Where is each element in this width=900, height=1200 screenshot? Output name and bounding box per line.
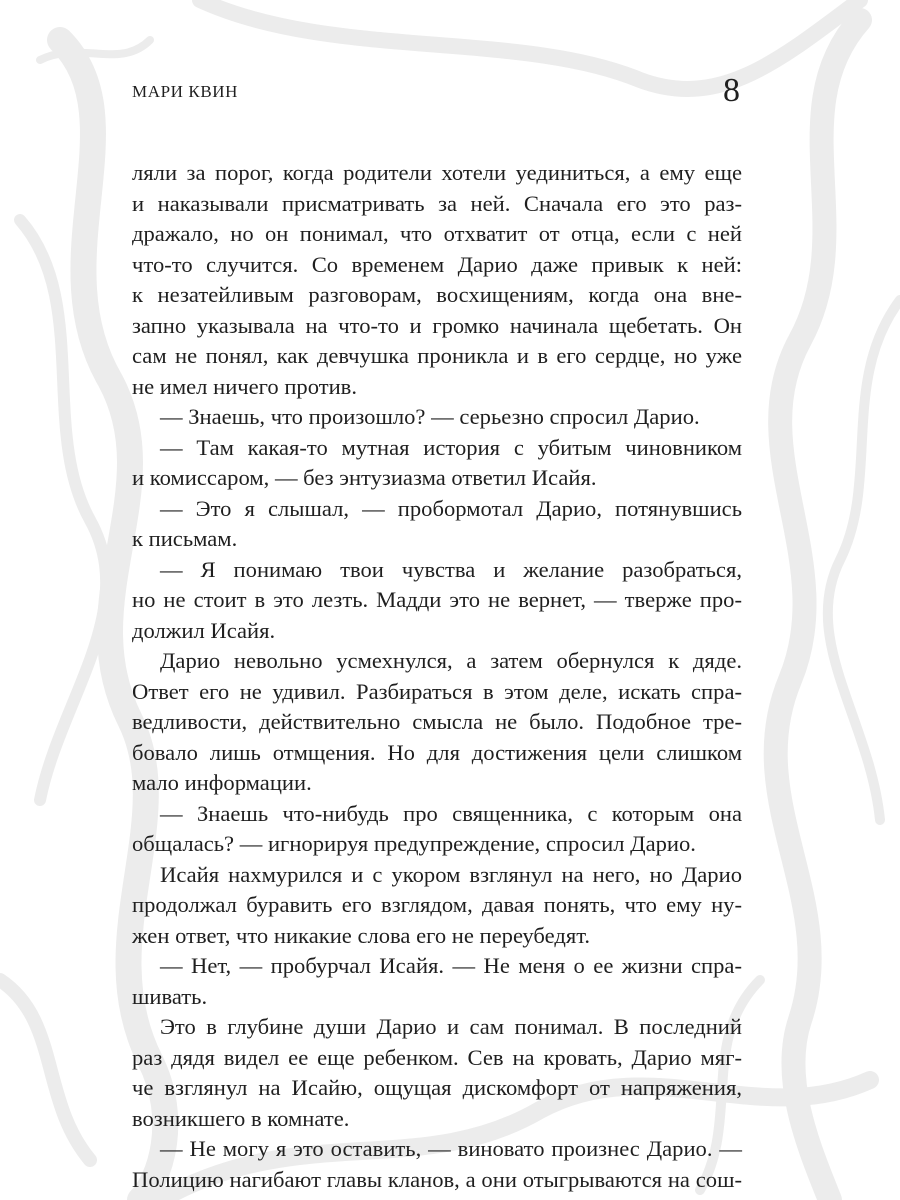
text-line: — Не могу я это оставить, — виновато произнес Дарио. —: [160, 1136, 742, 1161]
text-line: — Нет, — пробурчал Исайя. — Не меня о ее жизни спра-: [160, 953, 742, 978]
text-line: — Знаешь, что произошло? — серьезно спросил Дарио.: [160, 404, 700, 429]
text-line: сам не понял, как девчушка проникла и в его сердце, но уже: [132, 343, 742, 368]
text-line: к письмам.: [132, 526, 238, 551]
text-line: Это в глубине души Дарио и сам понимал. В последний: [160, 1014, 742, 1039]
text-line: мало информации.: [132, 770, 312, 795]
text-line: — Я понимаю твои чувства и желание разобраться,: [160, 556, 742, 582]
text-line: шивать.: [132, 983, 208, 1009]
text-line: ведливости, действительно смысла не было. Подобное тре-: [132, 709, 742, 734]
text-line: раз дядя видел ее еще ребенком. Сев на кровать, Дарио мяг-: [132, 1044, 742, 1070]
text-line: Исайя нахмурился и с укором взглянул на него, но Дарио: [160, 861, 742, 887]
body-text: [132, 158, 742, 1195]
text-line: но не стоит в это лезть. Мадди это не вернет, — тверже про-: [132, 587, 742, 612]
text-line: Полицию нагибают главы кланов, а они отыгрываются на сош-: [132, 1166, 742, 1192]
text-line: что-то случится. Со временем Дарио даже привык к ней:: [132, 251, 742, 277]
text-line: — Знаешь что-нибудь про священника, с которым она: [160, 800, 742, 826]
text-line: и комиссаром, — без энтузиазма ответил Исайя.: [132, 465, 597, 490]
text-line: ляли за порог, когда родители хотели уединиться, а ему еще: [132, 160, 742, 185]
text-line: Дарио невольно усмехнулся, а затем обернулся к дяде.: [160, 648, 742, 673]
text-line: дражало, но он понимал, что отхватит от отца, если с ней: [132, 221, 742, 246]
text-line: Ответ его не удивил. Разбираться в этом деле, искать спра-: [132, 678, 742, 704]
text-line: не имел ничего против.: [132, 373, 357, 399]
text-line: бовало лишь отмщения. Но для достижения цели слишком: [132, 739, 742, 765]
text-line: жен ответ, что никакие слова его не переубедят.: [132, 922, 591, 948]
text-line: запно указывала на что-то и громко начинала щебетать. Он: [132, 312, 742, 338]
text-line: к незатейливым разговорам, восхищениям, когда она вне-: [132, 282, 742, 307]
text-line: — Там какая-то мутная история с убитым чиновником: [160, 434, 742, 460]
text-line: продолжал буравить его взглядом, давая понять, что ему ну-: [132, 892, 742, 917]
page-number: 8: [723, 72, 740, 109]
text-line: возникшего в комнате.: [132, 1105, 350, 1131]
text-line: и наказывали присматривать за ней. Сначала его это раз-: [132, 190, 742, 216]
text-line: — Это я слышал, — пробормотал Дарио, потянувшись: [160, 495, 742, 521]
text-line: общалась? — игнорируя предупреждение, спросил Дарио.: [132, 831, 696, 856]
text-line: че взглянул на Исайю, ощущая дискомфорт от напряжения,: [132, 1075, 742, 1100]
text-line: должил Исайя.: [132, 617, 276, 643]
running-head-author: МАРИ КВИН: [132, 82, 239, 101]
